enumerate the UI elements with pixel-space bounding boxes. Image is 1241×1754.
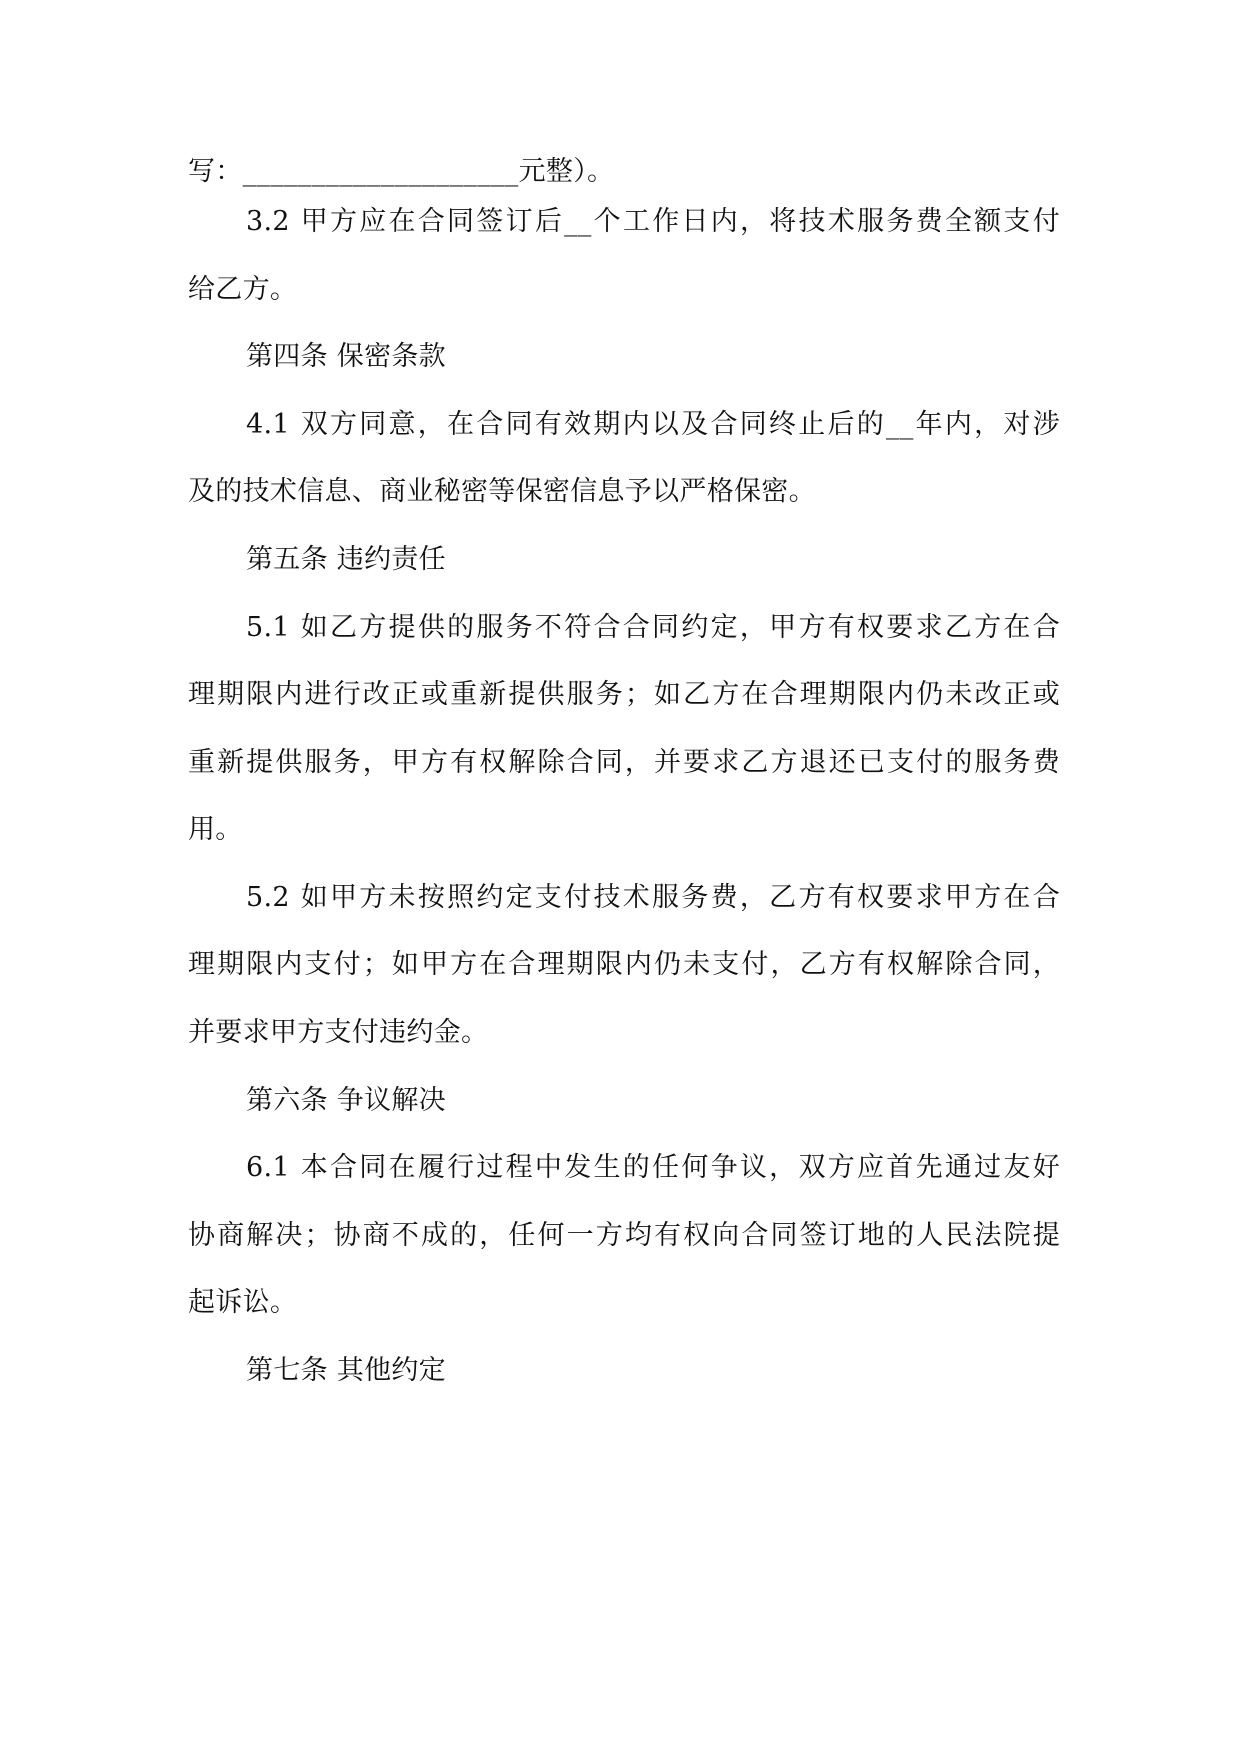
clause-5-2: 5.2 如甲方未按照约定支付技术服务费，乙方有权要求甲方在合 — [246, 882, 1060, 913]
text-line: 协商解决；协商不成的，任何一方均有权向合同签订地的人民法院提 — [188, 1220, 1060, 1251]
text-line: 理期限内支付；如甲方在合理期限内仍未支付，乙方有权解除合同， — [188, 949, 1060, 980]
text-line: 重新提供服务，甲方有权解除合同，并要求乙方退还已支付的服务费 — [188, 747, 1060, 778]
article-5-heading: 第五条 违约责任 — [246, 544, 446, 575]
text-line: 并要求甲方支付违约金。 — [188, 1017, 489, 1048]
article-7-heading: 第七条 其他约定 — [246, 1355, 446, 1386]
clause-5-1: 5.1 如乙方提供的服务不符合合同约定，甲方有权要求乙方在合 — [246, 612, 1060, 643]
text-line: 理期限内进行改正或重新提供服务；如乙方在合理期限内仍未改正或 — [188, 679, 1060, 710]
text-line: 给乙方。 — [188, 274, 298, 305]
text-line: 起诉讼。 — [188, 1287, 298, 1318]
article-4-heading: 第四条 保密条款 — [246, 341, 446, 372]
text-line: 用。 — [188, 814, 243, 845]
text-line: 及的技术信息、商业秘密等保密信息予以严格保密。 — [188, 476, 816, 507]
text-line: 写：____________________元整）。 — [188, 156, 615, 187]
clause-6-1: 6.1 本合同在履行过程中发生的任何争议，双方应首先通过友好 — [246, 1152, 1060, 1183]
article-6-heading: 第六条 争议解决 — [246, 1085, 446, 1116]
clause-4-1: 4.1 双方同意，在合同有效期内以及合同终止后的__年内，对涉 — [246, 409, 1060, 440]
clause-3-2: 3.2 甲方应在合同签订后__个工作日内，将技术服务费全额支付 — [246, 206, 1060, 237]
